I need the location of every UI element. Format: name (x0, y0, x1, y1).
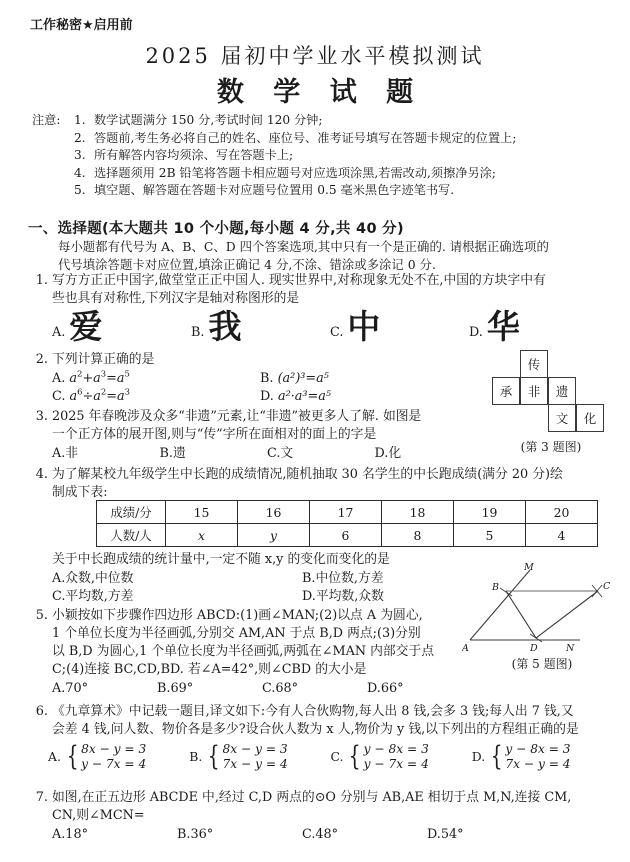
note-item (74, 130, 602, 148)
note-number: 5. (74, 183, 86, 197)
question-2-options (28, 370, 468, 406)
option-expression: a²·a³=a⁵ (277, 389, 332, 404)
option-a[interactable]: A.70° (52, 681, 88, 696)
question-6 (28, 703, 613, 772)
question-line: 为了解某校九年级学生中长跑的成绩情况,随机抽取 30 名学生的中长跑成绩(满分 20 分)绘 (52, 467, 563, 482)
note-number: 1. (74, 113, 86, 127)
question-line: 如图,在正五边形 ABCDE 中,经过 C,D 两点的⊙O 分别与 AB,AE 相切于点 M,N,连接 CM, (52, 790, 572, 805)
question-line: 会差 4 钱,问人数、物价各是多少?设合伙人数为 x 人,物价为 y 钱,以下列出的方程组正确的是 (52, 722, 579, 737)
net-cell-mid-center: 非 (520, 377, 548, 405)
brace-glyph: { (66, 741, 79, 772)
question-5-figure (462, 558, 622, 672)
question-line: 以 B,D 为圆心,1 个单位长度为半径画弧,两弧在∠MAN 内部交于点 (52, 644, 435, 659)
note-text: 选择题须用 2B 铅笔将答题卡相应题号对应选项涂黑,若需改动,须擦净另涂; (94, 165, 496, 180)
question-line: 一个正方体的展开图,则与“传”字所在面相对的面上的字是 (52, 427, 377, 442)
count-cell: y (238, 524, 310, 547)
option-b[interactable]: B.69° (157, 681, 194, 696)
question-7-options (28, 826, 552, 844)
cube-net-grid (492, 350, 610, 434)
figure-label-b: B (492, 582, 499, 593)
question-line: 关于中长跑成绩的统计量中,一定不随 x,y 的变化而变化的是 (52, 552, 390, 567)
figure-label-d: D (530, 643, 538, 653)
score-cell: 20 (526, 501, 598, 524)
subject-title: 数 学 试 题 (216, 77, 424, 108)
option-c[interactable]: C.48° (302, 827, 339, 842)
note-item (74, 147, 602, 165)
note-text: 答题前,考生务必将自己的姓名、座位号、准考证号填写在答题卡规定的位置上; (94, 130, 517, 145)
option-label: D. (260, 389, 274, 404)
brace-glyph: { (349, 741, 362, 772)
net-cell-bottom-left: 文 (548, 404, 576, 432)
option-b[interactable]: B.36° (177, 827, 214, 842)
section-description-line-1: 每小题都有代号为 A、B、C、D 四个答案选项,其中只有一个是正确的. 请根据正确选项的 (58, 239, 549, 254)
option-d[interactable]: D.平均数,众数 (302, 589, 384, 604)
net-cell-top: 传 (520, 350, 548, 378)
notes-label: 注意: (32, 113, 61, 127)
question-5-options (28, 680, 472, 698)
score-cell: 18 (382, 501, 454, 524)
angle-man-diagram (462, 558, 622, 653)
option-d[interactable] (260, 388, 468, 406)
row-header-count: 人数/人 (97, 524, 166, 547)
question-line: C;(4)连接 BC,CD,BD. 若∠A=42°,则∠CBD 的大小是 (52, 662, 367, 677)
exam-notes (32, 112, 602, 200)
option-d[interactable]: D.化 (374, 446, 402, 461)
question-number: 3. (35, 409, 48, 424)
table-row (97, 501, 598, 524)
figure-caption: (第 5 题图) (511, 657, 573, 671)
option-expression: $a^6\div a^2=a^3$ (69, 386, 130, 404)
question-line: 写方方正正中国字,做堂堂正正中国人. 现实世界中,对称现象无处不在,中国的方块字中有 (52, 273, 546, 288)
question-number: 5. (35, 608, 48, 623)
question-3 (28, 408, 478, 463)
option-equations: 8x − y = 3 7x − y = 4 (222, 742, 288, 771)
section-description-line-2: 代号填涂答题卡对应位置,填涂正确记 4 分,不涂、错涂或多涂记 0 分. (58, 257, 436, 272)
option-c[interactable]: C.文 (267, 446, 294, 461)
count-cell: 4 (526, 524, 598, 547)
question-stem: 下列计算正确的是 (52, 352, 155, 367)
option-expression: $a^2+a^3=a^5$ (69, 368, 130, 386)
option-label: D. (469, 325, 483, 340)
option-b[interactable] (260, 370, 468, 388)
option-c[interactable]: C.平均数,方差 (52, 589, 134, 604)
option-c[interactable] (330, 307, 469, 346)
count-cell: 6 (310, 524, 382, 547)
question-line: 1 个单位长度为半径画弧,分别交 AM,AN 于点 B,D 两点;(3)分别 (52, 626, 421, 641)
option-d[interactable]: D.66° (367, 681, 404, 696)
option-glyph: 华 (486, 307, 520, 346)
note-text: 数学试题满分 150 分,考试时间 120 分钟; (94, 113, 323, 127)
count-cell: 5 (454, 524, 526, 547)
score-cell: 17 (310, 501, 382, 524)
note-number: 3. (74, 148, 86, 162)
figure-label-a: A (462, 643, 469, 653)
count-cell: 8 (382, 524, 454, 547)
question-1 (28, 272, 608, 344)
option-label: B. (191, 325, 205, 340)
net-cell-mid-right: 遗 (548, 377, 576, 405)
option-a[interactable]: A.众数,中位数 (52, 571, 134, 586)
net-cell-bottom-right: 化 (576, 404, 604, 432)
question-5 (28, 607, 463, 698)
option-label: A. (52, 371, 66, 386)
question-4 (28, 466, 613, 502)
option-label: A. (48, 749, 61, 764)
note-item (74, 165, 602, 183)
option-d[interactable] (472, 742, 613, 772)
brace-glyph: { (490, 741, 503, 772)
option-b[interactable]: B.遗 (159, 446, 186, 461)
option-label: A. (52, 325, 66, 340)
brace-glyph: { (207, 741, 220, 772)
question-line: 小颖按如下步骤作四边形 ABCD:(1)画∠MAN;(2)以点 A 为圆心, (52, 608, 423, 623)
score-table (96, 500, 598, 547)
figure-label-m: M (524, 562, 534, 573)
confidential-banner: 工作秘密★启用前 (30, 18, 133, 33)
question-3-options (28, 445, 482, 463)
question-line: CN,则∠MCN= (52, 808, 145, 823)
figure-label-n: N (566, 643, 575, 653)
option-label: B. (260, 371, 274, 386)
option-label: C. (330, 749, 344, 764)
option-b[interactable] (189, 742, 330, 772)
score-cell: 19 (454, 501, 526, 524)
option-a[interactable]: A.非 (52, 446, 79, 461)
section-description (58, 238, 603, 274)
net-cell-mid-left: 承 (492, 377, 520, 405)
question-6-options (28, 742, 613, 772)
question-line: 些也具有对称性,下列汉字是轴对称图形的是 (52, 291, 300, 306)
option-c[interactable] (331, 742, 472, 772)
note-number: 4. (74, 165, 86, 180)
option-label: C. (330, 325, 344, 340)
question-line: 2025 年春晚涉及众多“非遗”元素,让“非遗”被更多人了解. 如图是 (52, 409, 422, 424)
option-d[interactable]: D.54° (427, 827, 464, 842)
question-number: 7. (35, 790, 48, 805)
option-c[interactable]: C.68° (262, 681, 299, 696)
table-row (97, 524, 598, 547)
question-number: 2. (35, 352, 48, 367)
option-equations: 8x − y = 3 y − 7x = 4 (81, 742, 147, 771)
question-2 (28, 351, 468, 406)
option-a[interactable] (52, 370, 260, 388)
option-label: D. (471, 749, 486, 764)
option-a[interactable] (52, 307, 191, 346)
question-1-options (28, 307, 608, 346)
option-equations: y − 8x = 3 y − 7x = 4 (363, 742, 429, 771)
section-heading: 一、选择题(本大题共 10 个小题,每小题 4 分,共 40 分) (28, 221, 404, 237)
page-title: 2025 届初中学业水平模拟测试 (145, 44, 485, 68)
note-text: 填空题、解答题在答题卡对应题号位置用 0.5 毫米黑色字迹笔书写. (94, 183, 455, 197)
figure-caption: (第 3 题图) (520, 440, 582, 454)
question-7 (28, 789, 618, 844)
count-cell: x (166, 524, 238, 547)
notes-list (74, 112, 602, 200)
option-label: C. (52, 389, 66, 404)
option-expression: (a²)³=a⁵ (277, 371, 329, 386)
question-line: 《九章算术》中记载一题目,译文如下:今有人合伙购物,每人出 8 钱,会多 3 钱;每人出 7 钱,又 (52, 704, 574, 719)
note-item (74, 112, 602, 130)
option-equations: y − 8x = 3 7x − y = 4 (505, 742, 571, 771)
cube-net-figure (492, 350, 622, 455)
option-glyph: 爱 (69, 307, 103, 346)
note-item (74, 182, 602, 200)
option-a[interactable] (48, 742, 189, 772)
question-number: 6. (35, 704, 48, 719)
option-glyph: 中 (347, 307, 381, 346)
option-glyph: 我 (208, 307, 242, 346)
option-c[interactable] (52, 388, 260, 406)
row-header-score: 成绩/分 (97, 501, 166, 524)
option-d[interactable] (469, 307, 608, 346)
figure-label-c: C (603, 581, 611, 592)
note-number: 2. (74, 130, 86, 145)
question-number: 4. (35, 467, 48, 482)
question-line: 制成下表: (52, 485, 108, 500)
score-cell: 15 (166, 501, 238, 524)
option-b[interactable]: B.中位数,方差 (302, 571, 384, 586)
option-a[interactable]: A.18° (52, 827, 88, 842)
option-b[interactable] (191, 307, 330, 346)
note-text: 所有解答内容均须涂、写在答题卡上; (94, 148, 294, 162)
score-cell: 16 (238, 501, 310, 524)
question-number: 1. (35, 273, 48, 288)
option-label: B. (189, 749, 203, 764)
